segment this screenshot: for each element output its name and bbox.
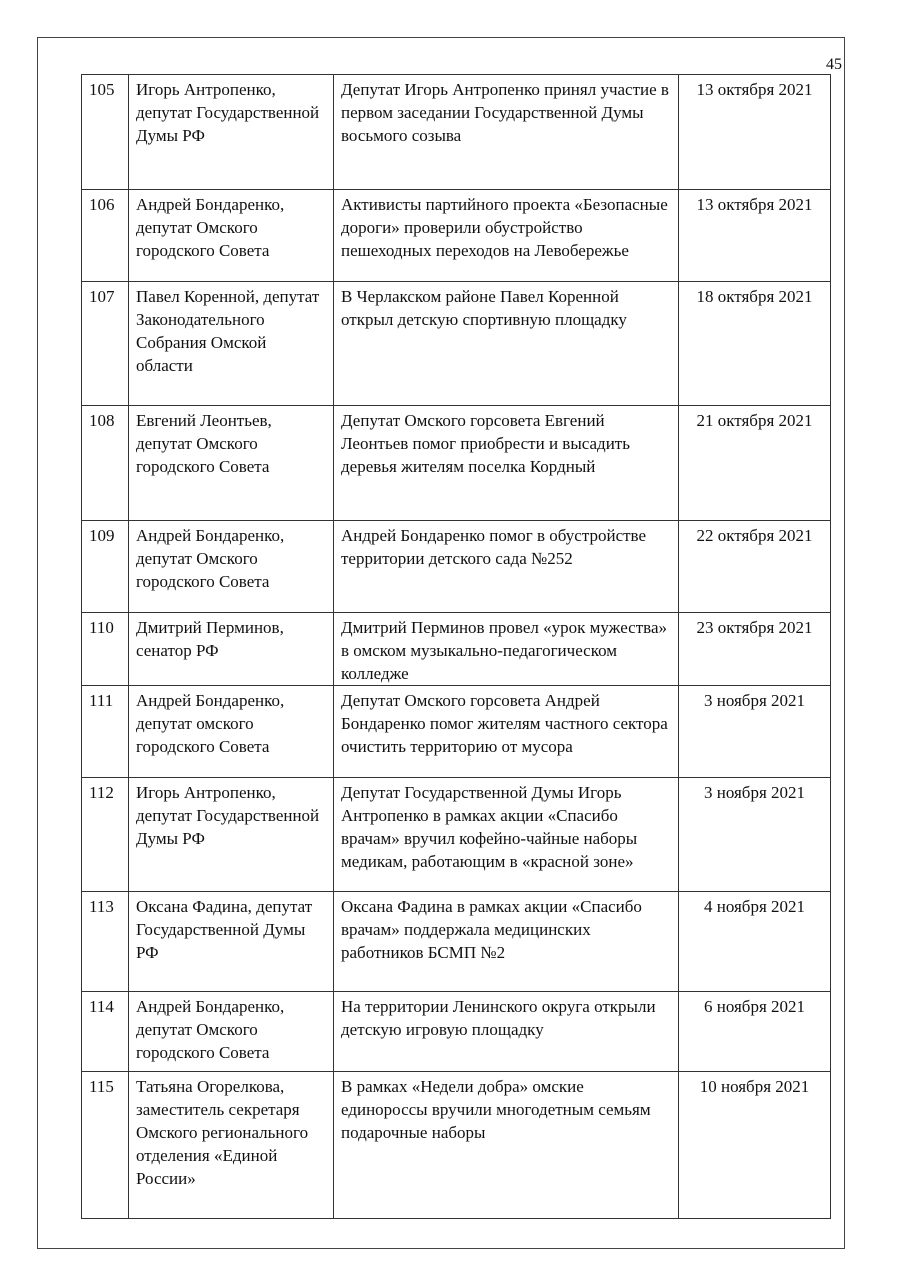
table-row <box>82 521 831 613</box>
row-number: 105 <box>82 75 129 190</box>
date-cell: 13 октября 2021 <box>679 190 831 282</box>
date-cell: 23 октября 2021 <box>679 613 831 686</box>
event-cell: Андрей Бондаренко помог в обустройстве территории детского сада №252 <box>334 521 679 613</box>
event-cell: Депутат Игорь Антропенко принял участие в первом заседании Государственной Думы восьмого созыва <box>334 75 679 190</box>
event-cell: Активисты партийного проекта «Безопасные дороги» проверили обустройство пешеходных переходов на Левобережье <box>334 190 679 282</box>
table-row <box>82 75 831 190</box>
date-cell: 13 октября 2021 <box>679 75 831 190</box>
row-number: 115 <box>82 1072 129 1219</box>
row-number: 111 <box>82 686 129 778</box>
date-cell: 6 ноября 2021 <box>679 992 831 1072</box>
table-row <box>82 1072 831 1219</box>
date-cell: 18 октября 2021 <box>679 282 831 406</box>
person-cell: Евгений Леонтьев, депутат Омского городского Совета <box>129 406 334 521</box>
table-row <box>82 406 831 521</box>
date-cell: 3 ноября 2021 <box>679 686 831 778</box>
person-cell: Андрей Бондаренко, депутат Омского городского Совета <box>129 992 334 1072</box>
person-cell: Андрей Бондаренко, депутат омского городского Совета <box>129 686 334 778</box>
event-cell: В Черлакском районе Павел Коренной открыл детскую спортивную площадку <box>334 282 679 406</box>
event-cell: Дмитрий Перминов провел «урок мужества» в омском музыкально-педагогическом колледже <box>334 613 679 686</box>
row-number: 113 <box>82 892 129 992</box>
row-number: 108 <box>82 406 129 521</box>
event-cell: Депутат Омского горсовета Евгений Леонтьев помог приобрести и высадить деревья жителям поселка Кордный <box>334 406 679 521</box>
table-row <box>82 686 831 778</box>
row-number: 107 <box>82 282 129 406</box>
row-number: 112 <box>82 778 129 892</box>
date-cell: 22 октября 2021 <box>679 521 831 613</box>
person-cell: Оксана Фадина, депутат Государственной Думы РФ <box>129 892 334 992</box>
row-number: 110 <box>82 613 129 686</box>
event-cell: Оксана Фадина в рамках акции «Спасибо врачам» поддержала медицинских работников БСМП №2 <box>334 892 679 992</box>
date-cell: 21 октября 2021 <box>679 406 831 521</box>
person-cell: Игорь Антропенко, депутат Государственной Думы РФ <box>129 75 334 190</box>
table-row <box>82 992 831 1072</box>
event-cell: На территории Ленинского округа открыли детскую игровую площадку <box>334 992 679 1072</box>
person-cell: Игорь Антропенко, депутат Государственной Думы РФ <box>129 778 334 892</box>
table-row <box>82 778 831 892</box>
events-table <box>81 74 831 1219</box>
row-number: 109 <box>82 521 129 613</box>
person-cell: Павел Коренной, депутат Законодательного Собрания Омской области <box>129 282 334 406</box>
event-cell: В рамках «Недели добра» омские единороссы вручили многодетным семьям подарочные наборы <box>334 1072 679 1219</box>
date-cell: 10 ноября 2021 <box>679 1072 831 1219</box>
row-number: 114 <box>82 992 129 1072</box>
row-number: 106 <box>82 190 129 282</box>
date-cell: 3 ноября 2021 <box>679 778 831 892</box>
table-row <box>82 613 831 686</box>
event-cell: Депутат Государственной Думы Игорь Антропенко в рамках акции «Спасибо врачам» вручил кофейно-чайные наборы медикам, работающим в «красной зоне» <box>334 778 679 892</box>
person-cell: Дмитрий Перминов, сенатор РФ <box>129 613 334 686</box>
table-row <box>82 282 831 406</box>
page-number: 45 <box>826 56 842 73</box>
date-cell: 4 ноября 2021 <box>679 892 831 992</box>
table-row <box>82 190 831 282</box>
person-cell: Андрей Бондаренко, депутат Омского городского Совета <box>129 521 334 613</box>
event-cell: Депутат Омского горсовета Андрей Бондаренко помог жителям частного сектора очистить территорию от мусора <box>334 686 679 778</box>
person-cell: Татьяна Огорелкова, заместитель секретаря Омского регионального отделения «Единой России» <box>129 1072 334 1219</box>
person-cell: Андрей Бондаренко, депутат Омского городского Совета <box>129 190 334 282</box>
table-row <box>82 892 831 992</box>
